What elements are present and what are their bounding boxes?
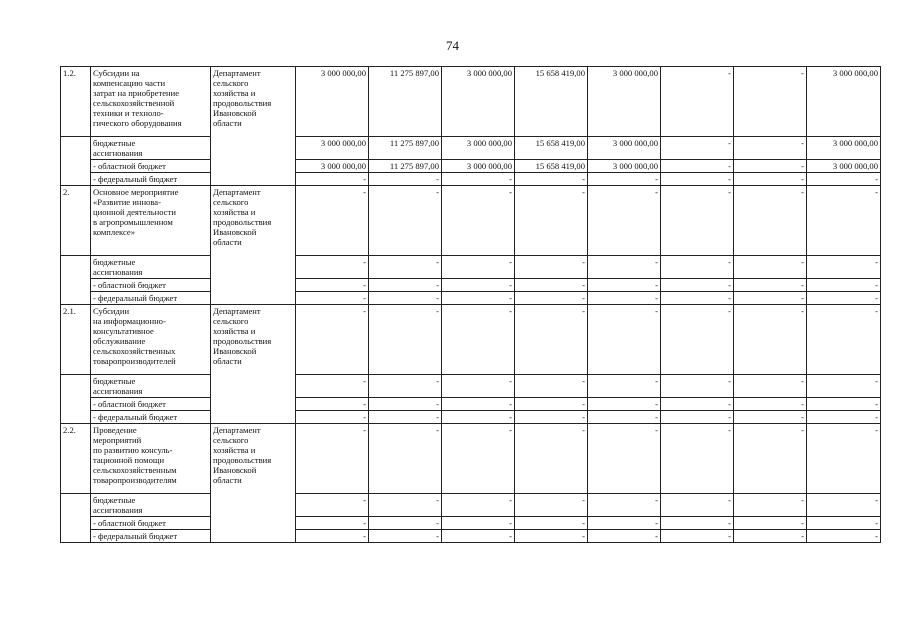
value-cell: -	[807, 411, 881, 424]
value-cell: -	[661, 256, 734, 279]
blank-cell	[61, 137, 91, 160]
row-label: - областной бюджет	[91, 398, 211, 411]
budget-row	[61, 160, 881, 173]
value-cell: -	[734, 411, 807, 424]
budget-row	[61, 517, 881, 530]
item-title: Субсидии на компенсацию части затрат на приобретение сельскохозяйственной техники и техноло- гического оборудования	[91, 67, 211, 137]
value-cell: -	[661, 160, 734, 173]
value-cell: -	[369, 256, 442, 279]
section-row	[61, 186, 881, 256]
row-label: бюджетные ассигнования	[91, 256, 211, 279]
value-cell: -	[296, 411, 369, 424]
value-cell: -	[296, 292, 369, 305]
blank-cell	[61, 398, 91, 411]
value-cell: -	[734, 137, 807, 160]
blank-cell	[61, 256, 91, 279]
value-cell: 3 000 000,00	[807, 137, 881, 160]
budget-row	[61, 398, 881, 411]
value-cell: -	[661, 375, 734, 398]
value-cell: 3 000 000,00	[807, 160, 881, 173]
value-cell: -	[296, 494, 369, 517]
value-cell: -	[588, 411, 661, 424]
row-label: бюджетные ассигнования	[91, 375, 211, 398]
department-cell: Департамент сельского хозяйства и продовольствия Ивановской области	[211, 67, 296, 186]
value-cell: -	[515, 375, 588, 398]
budget-row	[61, 137, 881, 160]
row-label: - федеральный бюджет	[91, 173, 211, 186]
value-cell: -	[807, 256, 881, 279]
value-cell: 15 658 419,00	[515, 137, 588, 160]
value-cell: 3 000 000,00	[296, 160, 369, 173]
value-cell: 15 658 419,00	[515, 67, 588, 137]
item-title: Субсидии на информационно- консультативное обслуживание сельскохозяйственных товаропроизводителей	[91, 305, 211, 375]
value-cell: 3 000 000,00	[296, 137, 369, 160]
value-cell: -	[661, 530, 734, 543]
item-number: 2.2.	[61, 424, 91, 494]
section-row	[61, 305, 881, 375]
value-cell: -	[807, 186, 881, 256]
value-cell: -	[369, 292, 442, 305]
section-row	[61, 424, 881, 494]
value-cell: -	[807, 292, 881, 305]
budget-row	[61, 411, 881, 424]
value-cell: -	[734, 494, 807, 517]
row-label: - областной бюджет	[91, 517, 211, 530]
value-cell: -	[296, 186, 369, 256]
row-label: бюджетные ассигнования	[91, 494, 211, 517]
value-cell: -	[442, 517, 515, 530]
value-cell: 3 000 000,00	[807, 67, 881, 137]
value-cell: -	[588, 398, 661, 411]
blank-cell	[61, 411, 91, 424]
value-cell: -	[734, 256, 807, 279]
value-cell: -	[807, 173, 881, 186]
value-cell: -	[442, 292, 515, 305]
value-cell: -	[734, 173, 807, 186]
value-cell: -	[442, 411, 515, 424]
budget-row	[61, 375, 881, 398]
item-title: Основное мероприятие «Развитие иннова- ционной деятельности в агропромышленном комплексе»	[91, 186, 211, 256]
value-cell: -	[807, 494, 881, 517]
value-cell: -	[661, 137, 734, 160]
value-cell: -	[661, 67, 734, 137]
value-cell: -	[661, 494, 734, 517]
value-cell: -	[296, 256, 369, 279]
value-cell: -	[734, 398, 807, 411]
item-number: 2.1.	[61, 305, 91, 375]
value-cell: -	[515, 256, 588, 279]
value-cell: -	[515, 398, 588, 411]
value-cell: -	[442, 424, 515, 494]
value-cell: -	[734, 517, 807, 530]
value-cell: -	[369, 173, 442, 186]
value-cell: -	[588, 173, 661, 186]
value-cell: -	[369, 375, 442, 398]
budget-row	[61, 256, 881, 279]
value-cell: -	[734, 186, 807, 256]
value-cell: -	[588, 494, 661, 517]
value-cell: -	[661, 424, 734, 494]
value-cell: -	[734, 292, 807, 305]
value-cell: -	[442, 256, 515, 279]
value-cell: -	[442, 305, 515, 375]
section-row	[61, 67, 881, 137]
item-number: 1.2.	[61, 67, 91, 137]
value-cell: -	[515, 424, 588, 494]
value-cell: -	[807, 375, 881, 398]
value-cell: -	[515, 292, 588, 305]
value-cell: -	[661, 292, 734, 305]
row-label: - областной бюджет	[91, 279, 211, 292]
budget-row	[61, 494, 881, 517]
value-cell: -	[661, 173, 734, 186]
value-cell: 3 000 000,00	[296, 67, 369, 137]
value-cell: 15 658 419,00	[515, 160, 588, 173]
value-cell: -	[515, 530, 588, 543]
value-cell: -	[588, 305, 661, 375]
value-cell: -	[807, 398, 881, 411]
value-cell: -	[734, 530, 807, 543]
value-cell: -	[296, 517, 369, 530]
budget-row	[61, 292, 881, 305]
value-cell: -	[369, 411, 442, 424]
value-cell: 3 000 000,00	[442, 160, 515, 173]
value-cell: -	[369, 530, 442, 543]
value-cell: 3 000 000,00	[442, 67, 515, 137]
value-cell: -	[515, 494, 588, 517]
blank-cell	[61, 279, 91, 292]
row-label: бюджетные ассигнования	[91, 137, 211, 160]
value-cell: -	[807, 424, 881, 494]
value-cell: -	[296, 305, 369, 375]
value-cell: -	[296, 398, 369, 411]
value-cell: -	[588, 292, 661, 305]
value-cell: -	[588, 375, 661, 398]
value-cell: -	[734, 375, 807, 398]
value-cell: -	[515, 411, 588, 424]
value-cell: -	[807, 530, 881, 543]
budget-row	[61, 279, 881, 292]
value-cell: -	[369, 398, 442, 411]
value-cell: -	[661, 411, 734, 424]
blank-cell	[61, 375, 91, 398]
value-cell: -	[734, 279, 807, 292]
table-body	[61, 67, 881, 543]
value-cell: 3 000 000,00	[588, 137, 661, 160]
value-cell: -	[296, 375, 369, 398]
blank-cell	[61, 530, 91, 543]
value-cell: -	[588, 256, 661, 279]
value-cell: 11 275 897,00	[369, 137, 442, 160]
value-cell: -	[515, 186, 588, 256]
value-cell: -	[661, 186, 734, 256]
blank-cell	[61, 160, 91, 173]
item-number: 2.	[61, 186, 91, 256]
value-cell: -	[734, 160, 807, 173]
value-cell: -	[734, 67, 807, 137]
value-cell: -	[442, 398, 515, 411]
blank-cell	[61, 292, 91, 305]
value-cell: -	[296, 424, 369, 494]
value-cell: -	[296, 530, 369, 543]
value-cell: -	[661, 398, 734, 411]
budget-row	[61, 173, 881, 186]
budget-table	[60, 66, 881, 543]
department-cell: Департамент сельского хозяйства и продовольствия Ивановской области	[211, 305, 296, 424]
value-cell: -	[588, 186, 661, 256]
value-cell: 3 000 000,00	[588, 67, 661, 137]
value-cell: -	[661, 517, 734, 530]
value-cell: -	[588, 517, 661, 530]
value-cell: -	[588, 279, 661, 292]
value-cell: -	[734, 305, 807, 375]
value-cell: -	[807, 305, 881, 375]
blank-cell	[61, 173, 91, 186]
value-cell: -	[661, 305, 734, 375]
value-cell: -	[442, 530, 515, 543]
value-cell: -	[807, 279, 881, 292]
value-cell: -	[369, 279, 442, 292]
value-cell: -	[515, 173, 588, 186]
row-label: - федеральный бюджет	[91, 411, 211, 424]
value-cell: -	[588, 424, 661, 494]
value-cell: -	[734, 424, 807, 494]
value-cell: -	[807, 517, 881, 530]
value-cell: -	[588, 530, 661, 543]
value-cell: -	[369, 186, 442, 256]
value-cell: -	[369, 494, 442, 517]
value-cell: 11 275 897,00	[369, 160, 442, 173]
value-cell: -	[442, 186, 515, 256]
value-cell: -	[369, 305, 442, 375]
budget-row	[61, 530, 881, 543]
row-label: - федеральный бюджет	[91, 530, 211, 543]
value-cell: -	[369, 424, 442, 494]
value-cell: -	[515, 517, 588, 530]
value-cell: -	[515, 279, 588, 292]
value-cell: -	[661, 279, 734, 292]
item-title: Проведение мероприятий по развитию консуль- тационной помощи сельскохозяйственным товаропроизводителям	[91, 424, 211, 494]
value-cell: -	[442, 494, 515, 517]
value-cell: -	[515, 305, 588, 375]
row-label: - областной бюджет	[91, 160, 211, 173]
department-cell: Департамент сельского хозяйства и продовольствия Ивановской области	[211, 186, 296, 305]
value-cell: -	[442, 173, 515, 186]
blank-cell	[61, 494, 91, 517]
value-cell: -	[369, 517, 442, 530]
value-cell: -	[442, 279, 515, 292]
value-cell: 11 275 897,00	[369, 67, 442, 137]
page-number: 74	[446, 38, 459, 53]
value-cell: -	[296, 279, 369, 292]
value-cell: 3 000 000,00	[588, 160, 661, 173]
department-cell: Департамент сельского хозяйства и продовольствия Ивановской области	[211, 424, 296, 543]
value-cell: 3 000 000,00	[442, 137, 515, 160]
value-cell: -	[442, 375, 515, 398]
value-cell: -	[296, 173, 369, 186]
row-label: - федеральный бюджет	[91, 292, 211, 305]
blank-cell	[61, 517, 91, 530]
